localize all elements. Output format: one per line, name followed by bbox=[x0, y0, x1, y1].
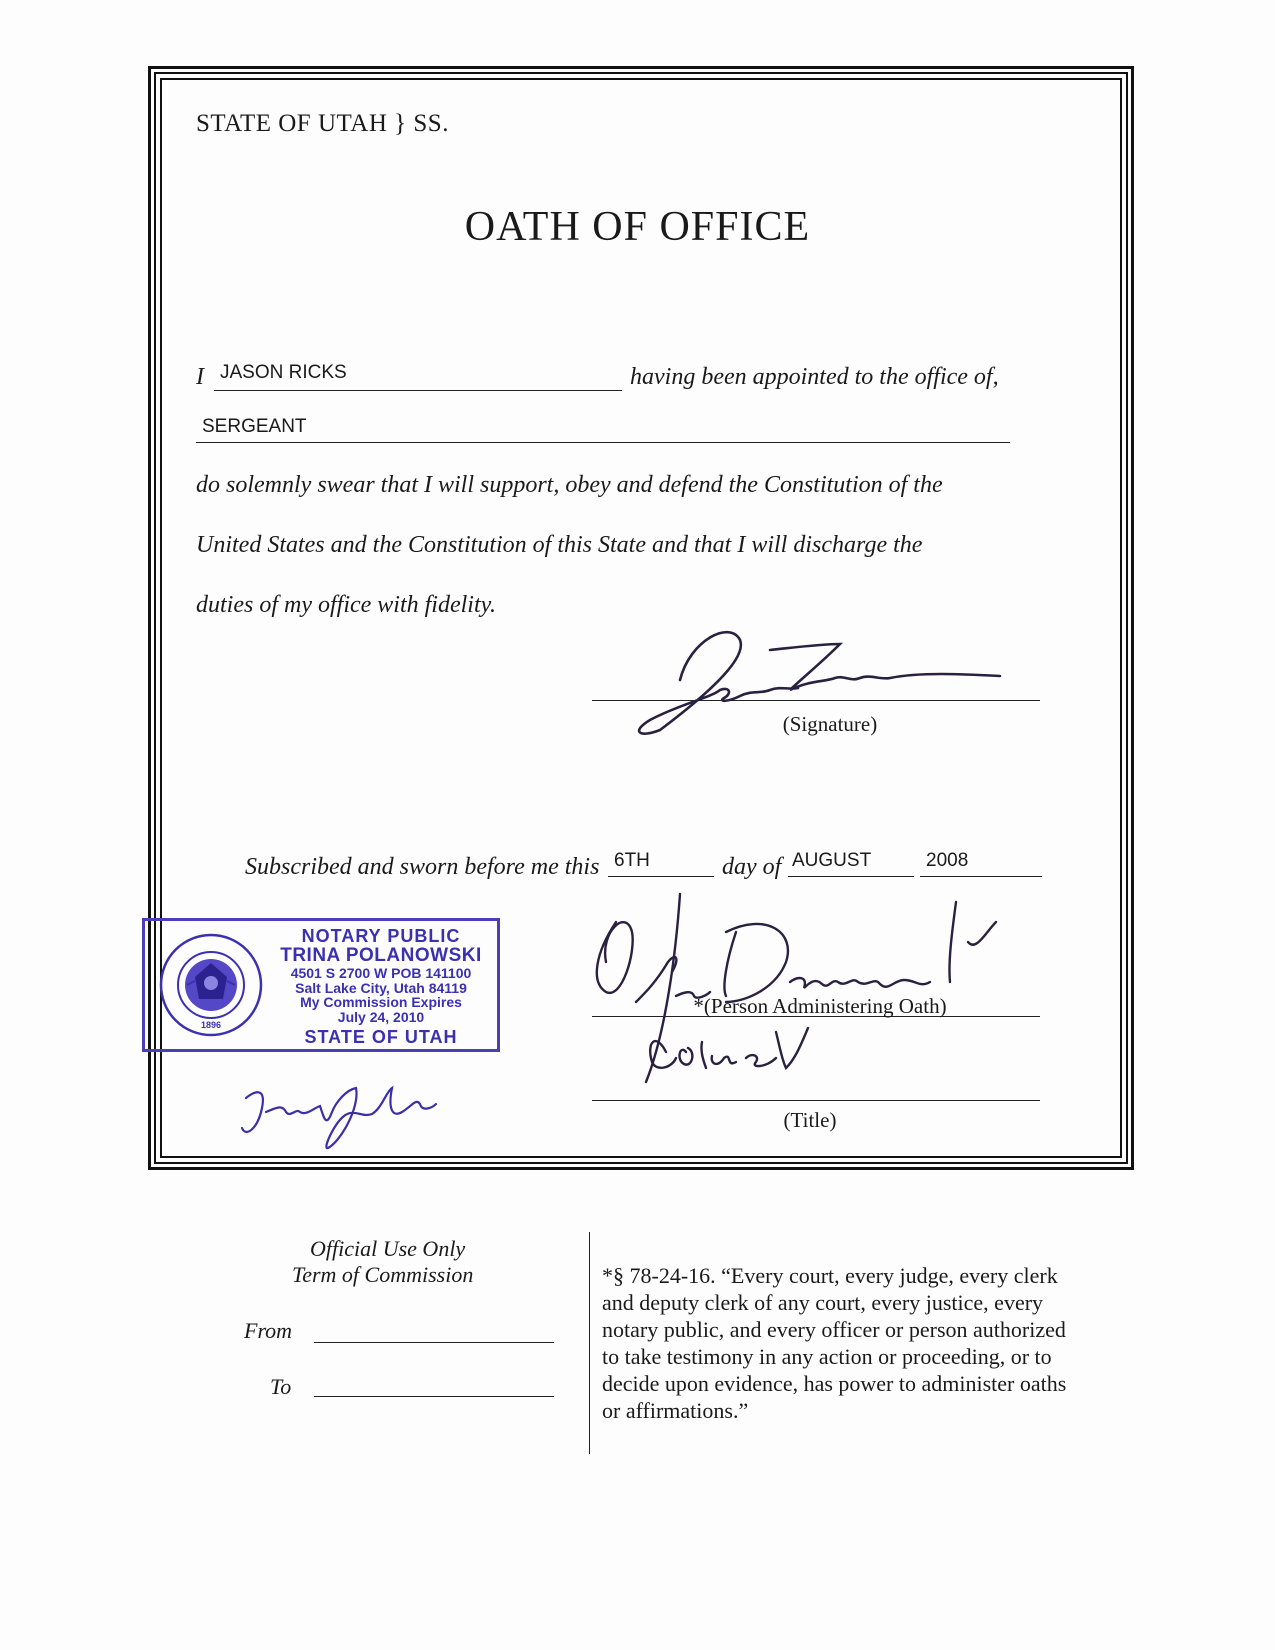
oath-i-label: I bbox=[196, 364, 204, 390]
stamp-line-4: Salt Lake City, Utah 84119 bbox=[295, 979, 467, 996]
statute-text: *§ 78-24-16. “Every court, every judge, every clerk and deputy clerk of any court, every justice, every notary public, and every officer or person authorized to take testimony in any action or proceeding, or to decide upon evidence, has power to administer oaths or affirmations.” bbox=[602, 1263, 1067, 1423]
appointed-text: having been appointed to the office of, bbox=[630, 364, 999, 390]
stamp-text bbox=[263, 927, 499, 1046]
from-field[interactable] bbox=[314, 1318, 554, 1343]
day-value: 6TH bbox=[614, 850, 650, 871]
notary-signature bbox=[236, 1068, 476, 1158]
office-value: SERGEANT bbox=[202, 416, 307, 437]
administering-signature bbox=[576, 892, 1026, 1092]
stamp-line-7: STATE OF UTAH bbox=[304, 1026, 458, 1047]
oath-text-line-2: United States and the Constitution of this State and that I will discharge the bbox=[196, 532, 923, 558]
administering-label: *(Person Administering Oath) bbox=[693, 994, 947, 1018]
year-value: 2008 bbox=[926, 850, 969, 871]
day-of-text: day of bbox=[722, 854, 782, 880]
title-field-label: (Title) bbox=[783, 1108, 837, 1132]
state-seal-icon bbox=[159, 933, 263, 1037]
stamp-line-2: TRINA POLANOWSKI bbox=[280, 944, 482, 966]
term-of-commission-heading: Term of Commission bbox=[292, 1262, 474, 1287]
name-value: JASON RICKS bbox=[220, 362, 347, 383]
document-title: OATH OF OFFICE bbox=[464, 204, 811, 250]
stamp-line-3: 4501 S 2700 W POB 141100 bbox=[290, 964, 472, 981]
month-field[interactable] bbox=[788, 848, 914, 877]
stamp-line-1: NOTARY PUBLIC bbox=[301, 926, 461, 946]
official-use-heading: Official Use Only bbox=[310, 1236, 466, 1261]
state-venue-line: STATE OF UTAH } SS. bbox=[196, 110, 449, 137]
stamp-line-6: July 24, 2010 bbox=[337, 1008, 425, 1025]
month-value: AUGUST bbox=[792, 850, 872, 871]
title-field-line[interactable] bbox=[592, 1068, 1040, 1101]
subscribed-text: Subscribed and sworn before me this bbox=[245, 854, 600, 880]
seal-year: 1896 bbox=[200, 1020, 222, 1030]
year-field[interactable] bbox=[920, 848, 1042, 877]
to-label: To bbox=[270, 1374, 292, 1399]
day-field[interactable] bbox=[608, 848, 714, 877]
to-field[interactable] bbox=[314, 1372, 554, 1397]
notary-stamp bbox=[142, 918, 500, 1052]
bottom-divider bbox=[589, 1232, 590, 1454]
name-field[interactable] bbox=[214, 360, 622, 391]
from-label: From bbox=[244, 1318, 293, 1343]
office-field[interactable] bbox=[196, 412, 1010, 443]
oath-text-line-1: do solemnly swear that I will support, obey and defend the Constitution of the bbox=[196, 472, 943, 498]
oath-text-line-3: duties of my office with fidelity. bbox=[196, 592, 496, 618]
signature-label: (Signature) bbox=[782, 712, 878, 736]
stamp-line-5: My Commission Expires bbox=[300, 994, 462, 1011]
